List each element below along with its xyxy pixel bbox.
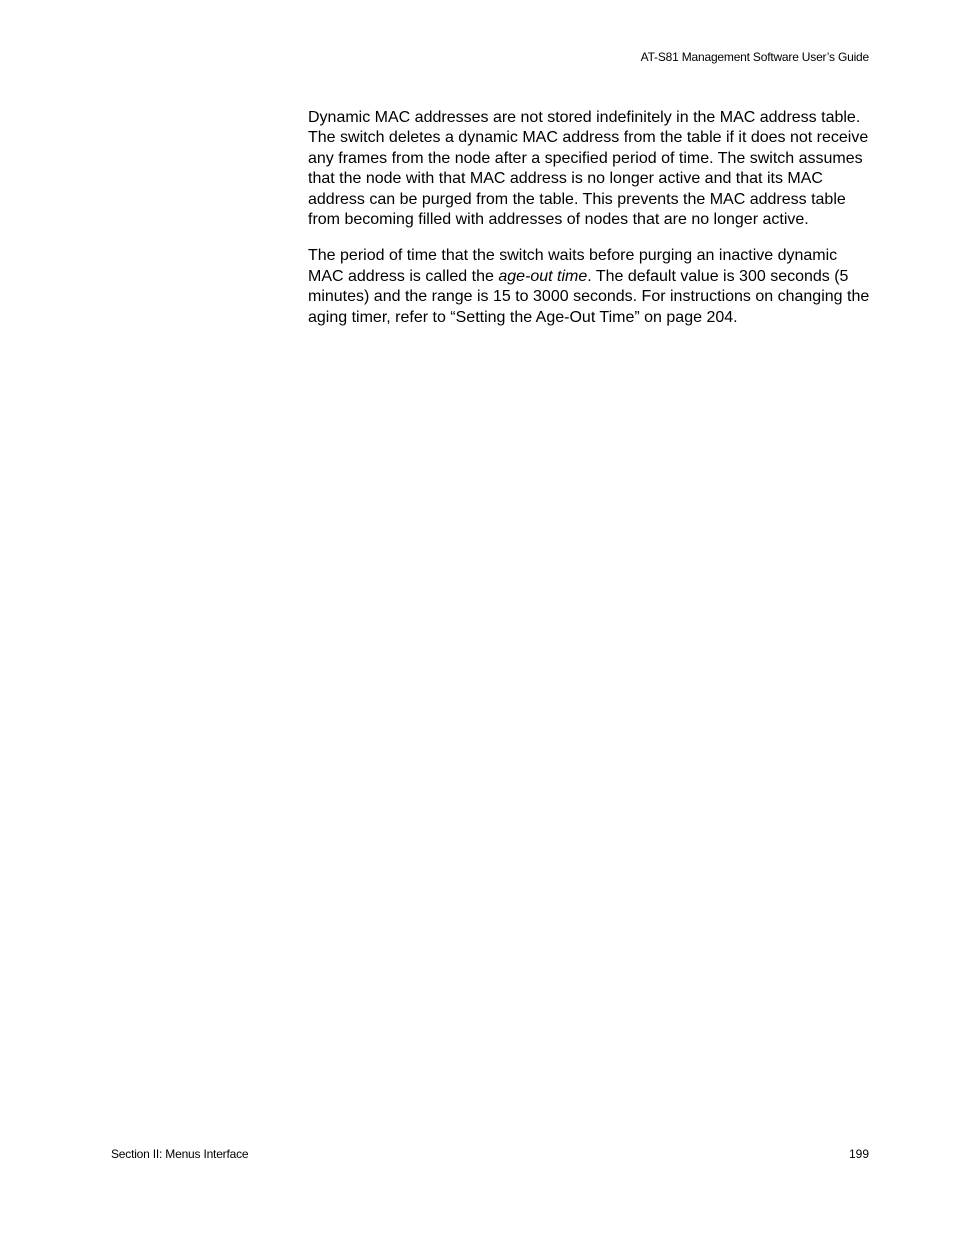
paragraph-dynamic-mac: Dynamic MAC addresses are not stored indefinitely in the MAC address table. The switch deletes a dynamic MAC address from the table if it does not receive any frames from the node after a specified period of time. The switch assumes that the node with that MAC address is no longer active and that its MAC address can be purged from the table. This prevents the MAC address table from becoming filled with addresses of nodes that are no longer active. xyxy=(308,109,869,229)
body-text xyxy=(308,108,874,344)
paragraph-age-out-time-lead: The period of time that the switch waits before purging an inactive dynamic MAC address is called the xyxy=(308,247,838,285)
age-out-time-term: age-out time xyxy=(498,267,588,285)
footer-section-title: Section II: Menus Interface xyxy=(111,1147,249,1161)
paragraph-age-out-time-rest: . The default value is 300 seconds (5 minutes) and the range is 15 to 3000 seconds. For instructions on changing the aging timer, refer to “Setting the Age-Out Time” on page 204. xyxy=(308,267,870,326)
footer-page-number: 199 xyxy=(848,1147,869,1161)
running-header: AT-S81 Management Software User’s Guide xyxy=(640,50,869,64)
paragraph-age-out-time xyxy=(308,246,874,328)
